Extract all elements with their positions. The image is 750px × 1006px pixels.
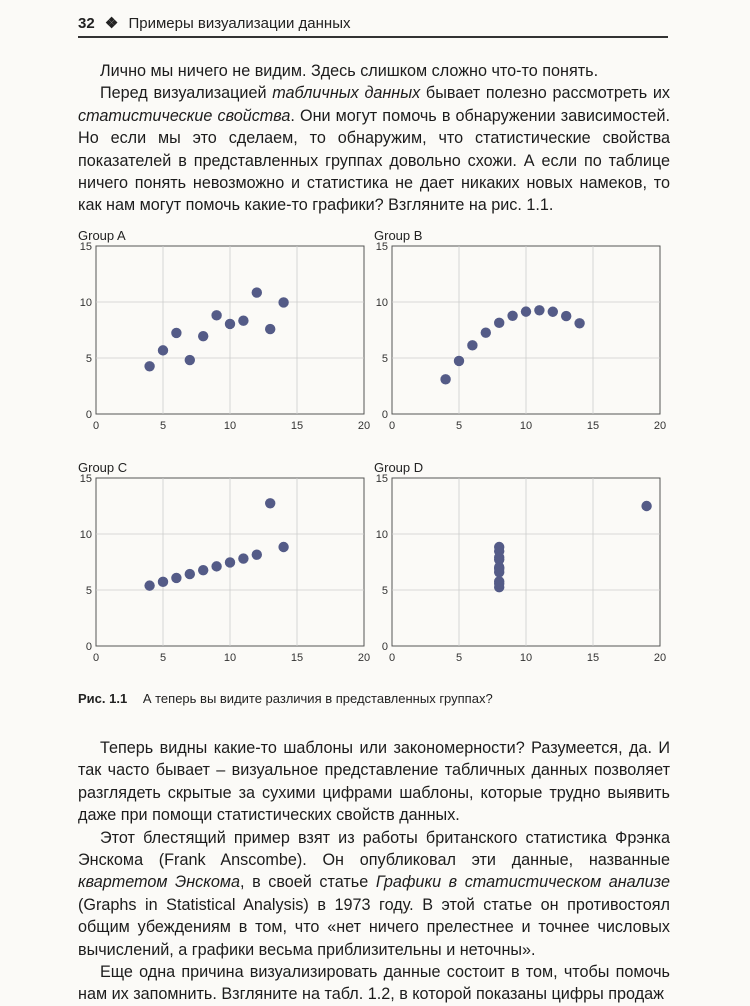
x-tick-label: 15 — [586, 420, 600, 432]
data-point — [574, 318, 584, 328]
x-tick-label: 10 — [223, 420, 237, 432]
y-tick-label: 0 — [381, 641, 388, 653]
text-run: , в своей статье — [240, 873, 376, 892]
panel-title: Group C — [78, 460, 128, 475]
page-number: 32 — [78, 15, 95, 32]
data-point — [521, 306, 531, 316]
data-point — [265, 498, 275, 508]
figure-caption — [78, 691, 668, 706]
text-run: (Graphs in Statistical Analysis) в 1973 году. В этой статье он противостоял общим убеждениям в том, что «нет ничего прелестнее и точнее числовых вычислений, а графики весьма приблизительны и неточны». — [78, 895, 670, 959]
data-point — [278, 542, 288, 552]
italic-term: Графики в статистическом анализе — [375, 873, 670, 892]
x-tick-label: 15 — [290, 420, 304, 432]
x-tick-label: 10 — [519, 420, 533, 432]
ornament-icon: ❖ — [104, 15, 119, 32]
y-tick-label: 10 — [375, 297, 388, 309]
data-point — [198, 565, 208, 575]
data-point — [185, 355, 195, 365]
x-tick-label: 0 — [388, 420, 396, 432]
data-point — [494, 564, 504, 574]
scatter-grid — [78, 226, 678, 686]
y-tick-label: 0 — [85, 641, 92, 653]
data-point — [252, 287, 262, 297]
data-point — [185, 569, 195, 579]
y-tick-label: 5 — [381, 585, 388, 597]
data-point — [158, 345, 168, 355]
caption-text: А теперь вы видите различия в представленных группах? — [142, 691, 493, 706]
y-tick-label: 15 — [79, 241, 92, 253]
italic-term: табличных данных — [272, 84, 421, 103]
x-tick-label: 5 — [455, 652, 463, 664]
data-point — [494, 552, 504, 562]
italic-term: квартетом Энскома — [78, 873, 241, 892]
data-point — [641, 501, 651, 511]
data-point — [265, 324, 275, 334]
y-tick-label: 10 — [79, 529, 92, 541]
y-tick-label: 5 — [381, 353, 388, 365]
x-tick-label: 10 — [223, 652, 237, 664]
panel-title: Group A — [78, 228, 126, 243]
running-head-title: Примеры визуализации данных — [128, 15, 351, 32]
data-point — [158, 577, 168, 587]
x-tick-label: 5 — [159, 652, 167, 664]
text-run: Этот блестящий пример взят из работы британского статистика Фрэнка Энскома (Frank Anscombe). Он опубликовал эти данные, названные — [78, 828, 670, 870]
data-point — [278, 297, 288, 307]
caption-number: Рис. 1.1 — [78, 691, 128, 706]
y-tick-label: 0 — [381, 409, 388, 421]
data-point — [534, 305, 544, 315]
x-tick-label: 10 — [519, 652, 533, 664]
data-point — [481, 327, 491, 337]
text-run: бывает полезно рассмотреть их — [420, 84, 671, 103]
y-tick-label: 10 — [79, 297, 92, 309]
y-tick-label: 10 — [375, 529, 388, 541]
text-block-top — [78, 60, 670, 217]
data-point — [225, 319, 235, 329]
x-tick-label: 20 — [653, 420, 667, 432]
text-block-bottom — [78, 737, 670, 1006]
x-tick-label: 0 — [388, 652, 396, 664]
x-tick-label: 5 — [455, 420, 463, 432]
data-point — [211, 561, 221, 571]
data-point — [494, 579, 504, 589]
data-point — [238, 553, 248, 563]
y-tick-label: 5 — [85, 585, 92, 597]
x-tick-label: 20 — [357, 420, 371, 432]
running-head — [78, 14, 668, 38]
data-point — [144, 361, 154, 371]
text-run: . Они могут помочь в обнаружении зависимостей. Но если мы это сделаем, то обнаружим, что статистические свойства показателей в представленных группах довольно схожи. А если по таблице ничего понять невозможно и статистика не дает никаких новых намеков, то как нам могут помочь какие-то графики? Взгляните на рис. 1.1. — [78, 106, 670, 215]
text-run: Перед визуализацией — [100, 84, 273, 103]
data-point — [198, 331, 208, 341]
y-tick-label: 5 — [85, 353, 92, 365]
data-point — [171, 573, 181, 583]
data-point — [252, 550, 262, 560]
data-point — [238, 316, 248, 326]
data-point — [211, 310, 221, 320]
figure-anscombe-quartet — [78, 226, 678, 686]
y-tick-label: 15 — [375, 473, 388, 485]
italic-term: статистические свойства — [78, 106, 291, 125]
x-tick-label: 20 — [653, 652, 667, 664]
paragraph: Еще одна причина визуализировать данные состоит в том, чтобы помочь нам их запомнить. Взгляните на табл. 1.2, в которой показаны цифры продаж — [78, 963, 670, 1004]
data-point — [507, 311, 517, 321]
paragraph: Лично мы ничего не видим. Здесь слишком сложно что-то понять. — [100, 62, 599, 80]
x-tick-label: 0 — [92, 652, 100, 664]
paragraph — [78, 827, 670, 961]
data-point — [561, 311, 571, 321]
data-point — [548, 307, 558, 317]
x-tick-label: 15 — [290, 652, 304, 664]
x-tick-label: 20 — [357, 652, 371, 664]
data-point — [171, 328, 181, 338]
y-tick-label: 15 — [375, 241, 388, 253]
paragraph: Теперь видны какие-то шаблоны или закономерности? Разумеется, да. И так часто бывает – визуальное представление табличных данных позволяет разглядеть скрытые за сухими цифрами шаблоны, которые трудно выявить даже при помощи статистических свойств данных. — [78, 739, 670, 825]
data-point — [454, 356, 464, 366]
data-point — [144, 580, 154, 590]
y-tick-label: 0 — [85, 409, 92, 421]
x-tick-label: 15 — [586, 652, 600, 664]
data-point — [440, 374, 450, 384]
data-point — [494, 318, 504, 328]
y-tick-label: 15 — [79, 473, 92, 485]
paragraph — [78, 82, 670, 216]
panel-title: Group B — [374, 228, 423, 243]
panel-title: Group D — [374, 460, 424, 475]
x-tick-label: 5 — [159, 420, 167, 432]
x-tick-label: 0 — [92, 420, 100, 432]
data-point — [225, 557, 235, 567]
data-point — [467, 340, 477, 350]
